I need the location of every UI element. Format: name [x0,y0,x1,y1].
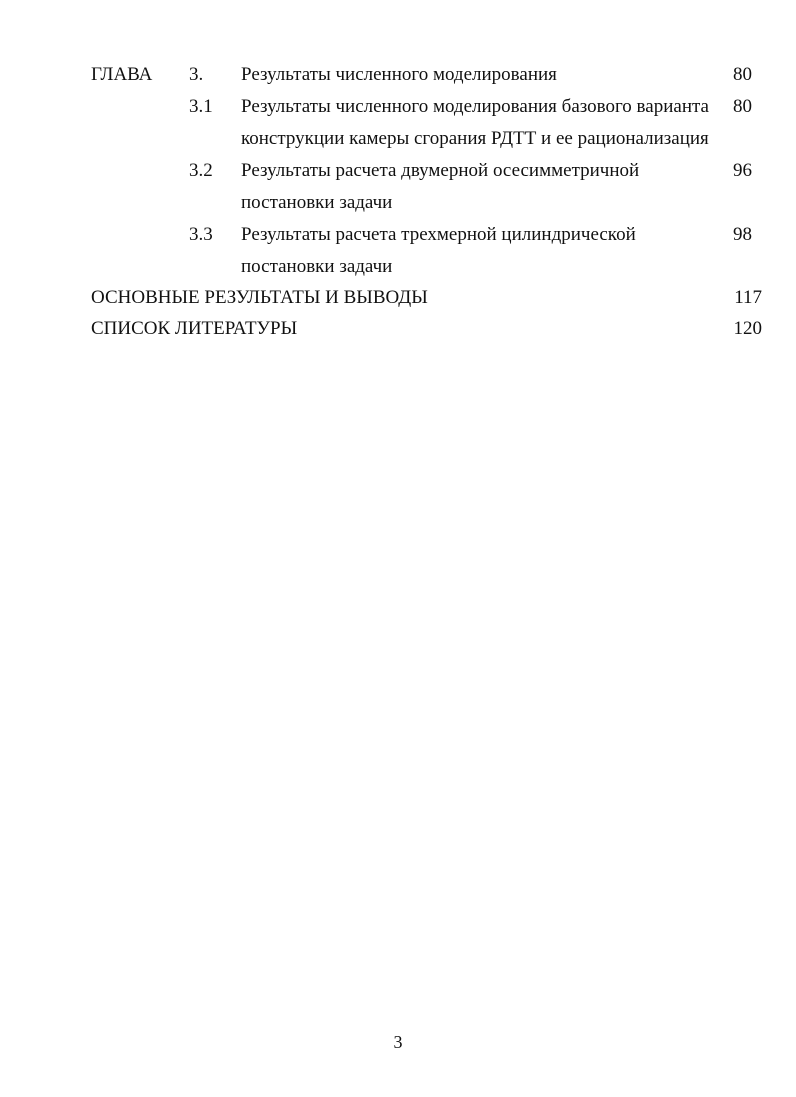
section-number: 3.2 [189,160,213,181]
chapter-page: 80 [733,64,752,85]
section-title-line1: Результаты расчета двумерной осесимметричной [241,160,640,181]
section-title-line2: конструкции камеры сгорания РДТТ и ее рационализация [241,128,709,149]
page-number: 3 [393,1032,403,1052]
chapter-label: ГЛАВА [91,64,153,85]
section-page: 96 [733,160,752,181]
section-title-line1: Результаты расчета трехмерной цилиндрической [241,224,636,245]
section-title-line2: постановки задачи [241,256,393,277]
section-number: 3.1 [189,96,213,117]
section-page: 98 [733,224,752,245]
chapter-title: Результаты численного моделирования [241,64,557,85]
conclusions-title: ОСНОВНЫЕ РЕЗУЛЬТАТЫ И ВЫВОДЫ [91,287,428,308]
section-title-line1: Результаты численного моделирования базового варианта [241,96,709,117]
references-page: 120 [733,318,762,339]
section-number: 3.3 [189,224,213,245]
conclusions-page: 117 [734,287,762,308]
references-title: СПИСОК ЛИТЕРАТУРЫ [91,318,298,339]
section-title-line2: постановки задачи [241,192,393,213]
section-page: 80 [733,96,752,117]
chapter-number: 3. [189,64,204,85]
